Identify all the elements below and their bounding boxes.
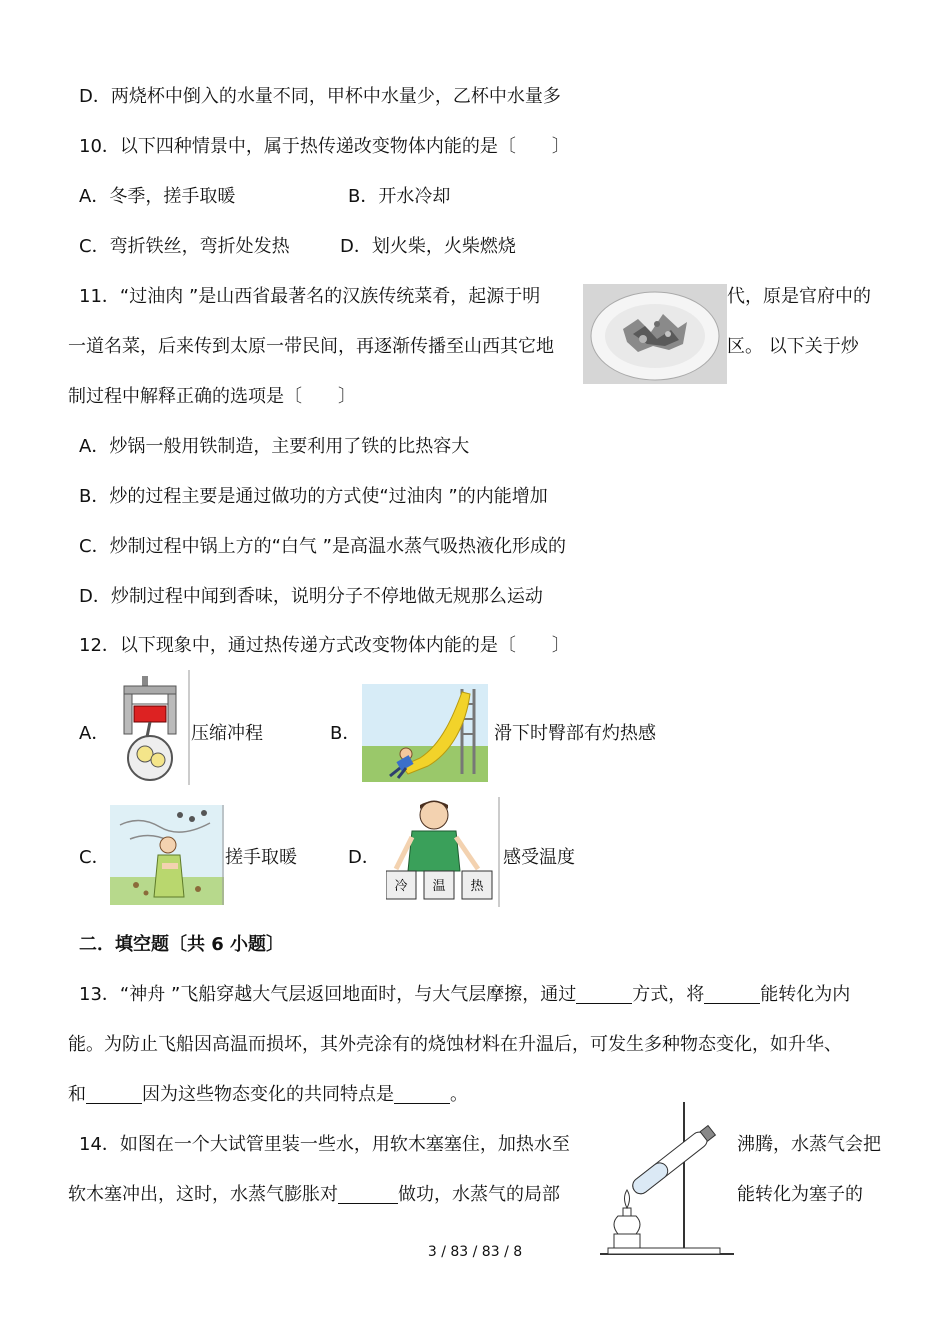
slide-figure xyxy=(362,684,488,782)
q12-letter-c: C． xyxy=(79,847,110,868)
q10-option-a: A．冬季，搓手取暖 xyxy=(79,186,236,207)
dish-photo xyxy=(583,284,727,384)
q10-option-c: C．弯折铁丝，弯折处发热 xyxy=(79,236,290,257)
q10-option-d: D．划火柴，火柴燃烧 xyxy=(340,236,516,257)
q14-line2-right: 能转化为塞子的 xyxy=(737,1184,863,1205)
q9-option-d: D．两烧杯中倒入的水量不同，甲杯中水量少，乙杯中水量多 xyxy=(79,86,561,107)
q12-caption-b: 滑下时臀部有灼热感 xyxy=(494,723,656,744)
q10-option-b: B．开水冷却 xyxy=(348,186,451,207)
q14-line1-left: 14．如图在一个大试管里装一些水，用软木塞塞住，加热水至 xyxy=(79,1134,570,1155)
q13-blank-3[interactable] xyxy=(86,1085,142,1104)
q11-line3: 制过程中解释正确的选项是〔 〕 xyxy=(68,386,356,407)
page-number: 3 / 83 / 83 / 8 xyxy=(427,1244,523,1260)
q13-line3: 和 因为这些物态变化的共同特点是 。 xyxy=(68,1084,468,1105)
q12-letter-b: B． xyxy=(330,723,361,744)
q14-line2-left: 软木塞冲出，这时，水蒸气膨胀对 做功，水蒸气的局部 xyxy=(68,1184,560,1205)
q13-blank-4[interactable] xyxy=(394,1085,450,1104)
q12-caption-c: 搓手取暖 xyxy=(225,847,297,868)
rubbing-hands-figure xyxy=(110,805,224,905)
q11-option-d: D．炒制过程中闻到香味，说明分子不停地做无规那么运动 xyxy=(79,586,543,607)
q14-line1-right: 沸腾，水蒸气会把 xyxy=(737,1134,881,1155)
q11-line2-right: 区。 以下关于炒 xyxy=(727,336,859,357)
section-title-fill-in: 二．填空题〔共 6 小题〕 xyxy=(79,934,285,955)
q11-option-a: A．炒锅一般用铁制造，主要利用了铁的比热容大 xyxy=(79,436,470,457)
q10-stem: 10．以下四种情景中，属于热传递改变物体内能的是〔 〕 xyxy=(79,136,570,157)
feeling-temperature-figure xyxy=(386,797,500,907)
q11-line1-right: 代，原是官府中的 xyxy=(727,286,871,307)
q11-option-b: B．炒的过程主要是通过做功的方式使“过油肉 ”的内能增加 xyxy=(79,486,548,507)
q14-blank-1[interactable] xyxy=(338,1185,398,1204)
q13-line2: 能。为防止飞船因高温而损坏，其外壳涂有的烧蚀材料在升温后，可发生多种物态变化，如升华、 xyxy=(68,1034,842,1055)
engine-cylinder-figure xyxy=(110,670,190,785)
cup-label-hot: 热 xyxy=(470,879,484,894)
q12-caption-a: 压缩冲程 xyxy=(191,723,263,744)
q13-blank-1[interactable] xyxy=(576,985,632,1004)
q11-line2-left: 一道名菜，后来传到太原一带民间，再逐渐传播至山西其它地 xyxy=(68,336,554,357)
q12-stem: 12．以下现象中，通过热传递方式改变物体内能的是〔 〕 xyxy=(79,635,570,656)
q11-line1-left: 11．“过油肉 ”是山西省最著名的汉族传统菜肴，起源于明 xyxy=(79,286,541,307)
q11-option-c: C．炒制过程中锅上方的“白气 ”是高温水蒸气吸热液化形成的 xyxy=(79,536,566,557)
q13-line1: 13．“神舟 ”飞船穿越大气层返回地面时，与大气层摩擦，通过 方式，将 能转化为内 xyxy=(79,984,851,1005)
q12-letter-a: A． xyxy=(79,723,110,744)
cup-label-warm: 温 xyxy=(432,879,446,894)
q13-blank-2[interactable] xyxy=(704,985,760,1004)
q12-letter-d: D． xyxy=(348,847,380,868)
test-tube-apparatus-figure xyxy=(596,1096,736,1256)
q12-caption-d: 感受温度 xyxy=(503,847,575,868)
cup-label-cold: 冷 xyxy=(394,879,408,894)
